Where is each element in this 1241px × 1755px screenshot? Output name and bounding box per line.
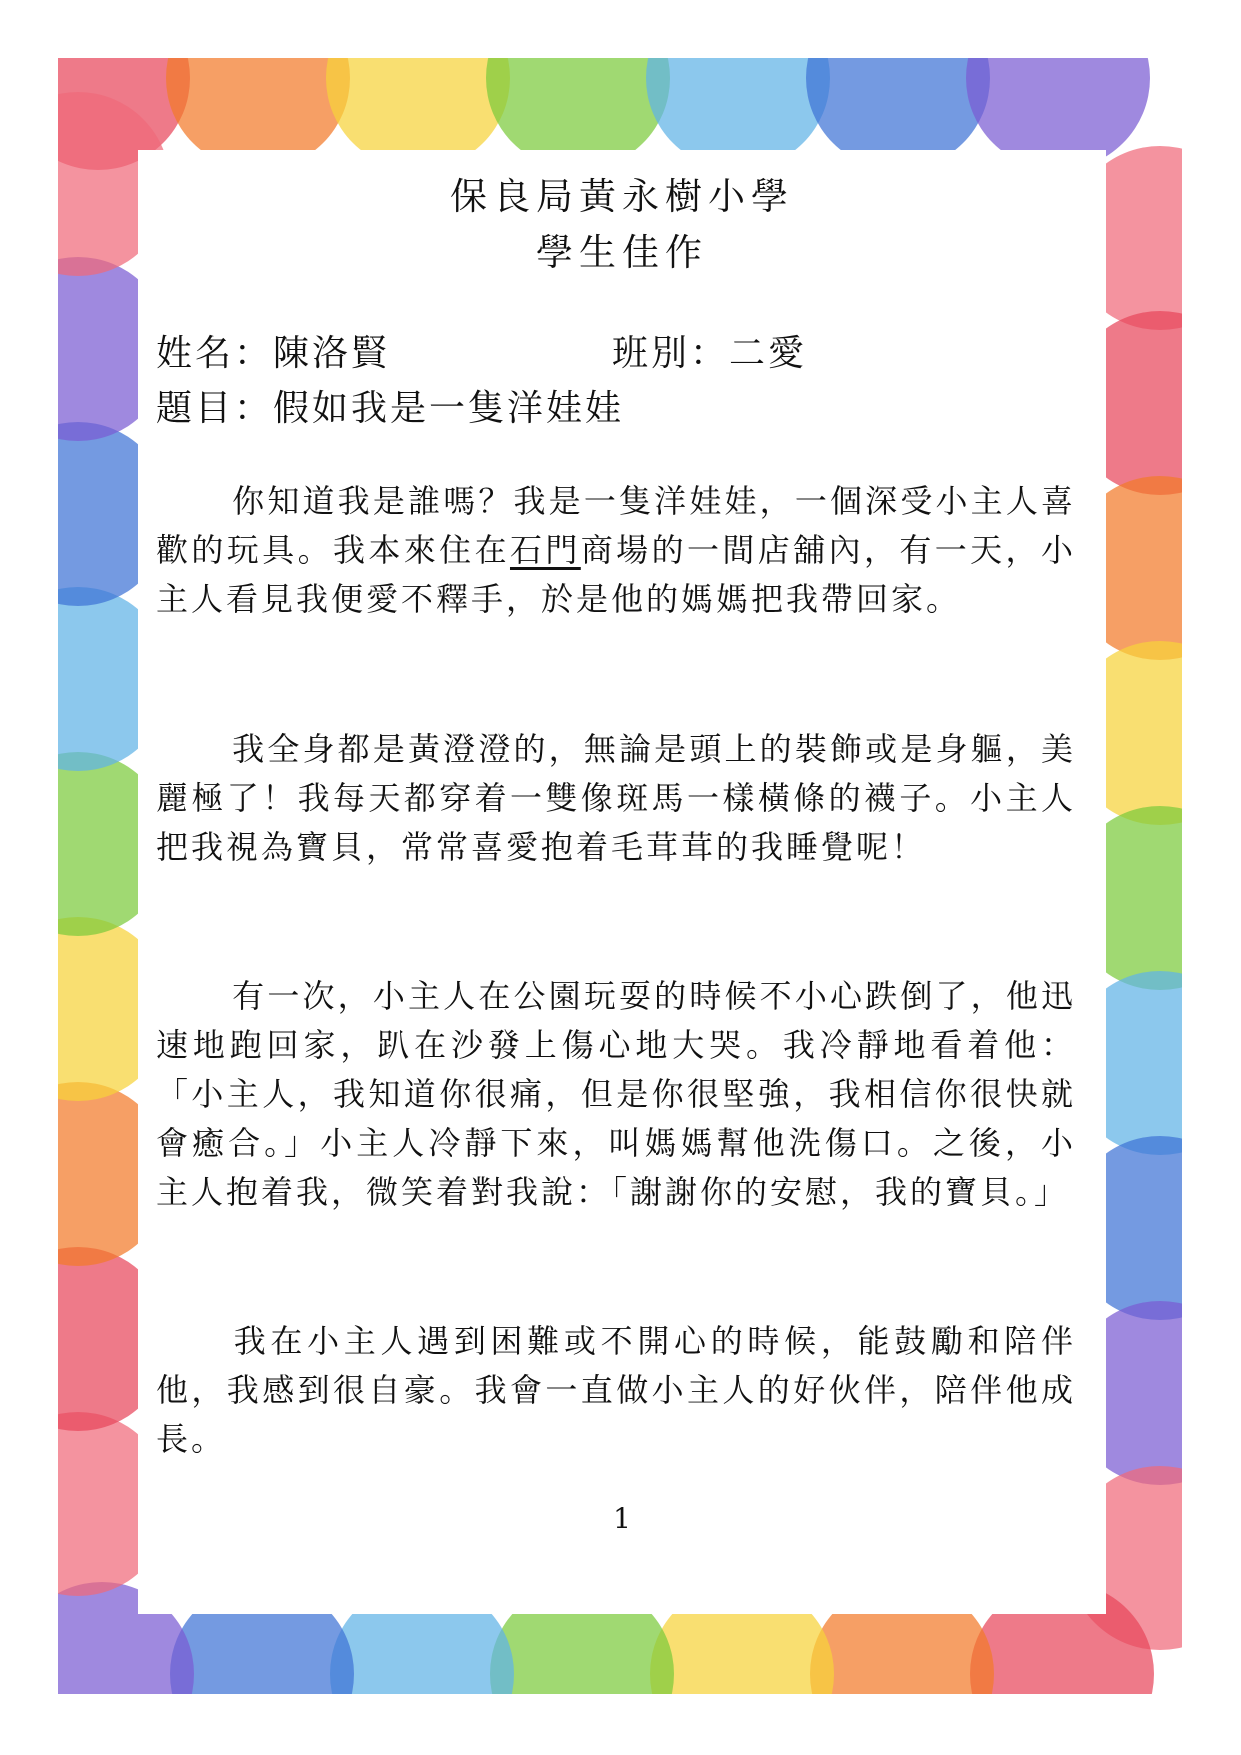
class-name: 二愛 — [729, 333, 808, 374]
student-name-row — [156, 325, 390, 376]
proper-noun-underlined: 石門 — [509, 531, 581, 569]
essay-paragraph — [156, 477, 1076, 624]
essay-paragraph — [156, 725, 1076, 872]
class-row — [612, 325, 807, 376]
paragraph-text: 商場的一間店舖內，有一天，小主人看見我便愛不釋手，於是他的媽媽把我帶回家。 — [156, 531, 1076, 618]
paragraph-text: 有一次，小主人在公園玩耍的時候不小心跌倒了，他迅速地跑回家，趴在沙發上傷心地大哭。我冷靜地看着他：「小主人，我知道你很痛，但是你很堅強，我相信你很快就會癒合。」小主人冷靜下來，叫媽媽幫他洗傷口。之後，小主人抱着我，微笑着對我說：「謝謝你的安慰，我的寶貝。」 — [156, 977, 1076, 1211]
topic: 假如我是一隻洋娃娃 — [273, 388, 625, 429]
paragraph-text: 我全身都是黃澄澄的，無論是頭上的裝飾或是身軀，美麗極了！我每天都穿着一雙像斑馬一樣橫條的襪子。小主人把我視為寶貝，常常喜愛抱着毛茸茸的我睡覺呢！ — [156, 730, 1076, 866]
student-name: 陳洛賢 — [273, 333, 391, 374]
page-title: 學生佳作 — [536, 231, 708, 274]
name-label: 姓名： — [156, 333, 274, 374]
topic-label: 題目： — [156, 388, 274, 429]
document-page — [138, 150, 1106, 1614]
page-number: 1 — [613, 1502, 631, 1535]
paragraph-text: 你知道我是誰嗎？我是一隻洋娃娃，一個深受小主人喜歡的玩具。我本來住在 — [156, 482, 1076, 569]
essay-paragraph — [156, 1317, 1076, 1464]
paragraph-text: 我在小主人遇到困難或不開心的時候，能鼓勵和陪伴他，我感到很自豪。我會一直做小主人的好伙伴，陪伴他成長。 — [156, 1322, 1076, 1458]
essay-paragraph — [156, 972, 1076, 1217]
class-label: 班別： — [612, 333, 730, 374]
school-name: 保良局黃永樹小學 — [450, 175, 794, 218]
topic-row — [156, 380, 624, 431]
